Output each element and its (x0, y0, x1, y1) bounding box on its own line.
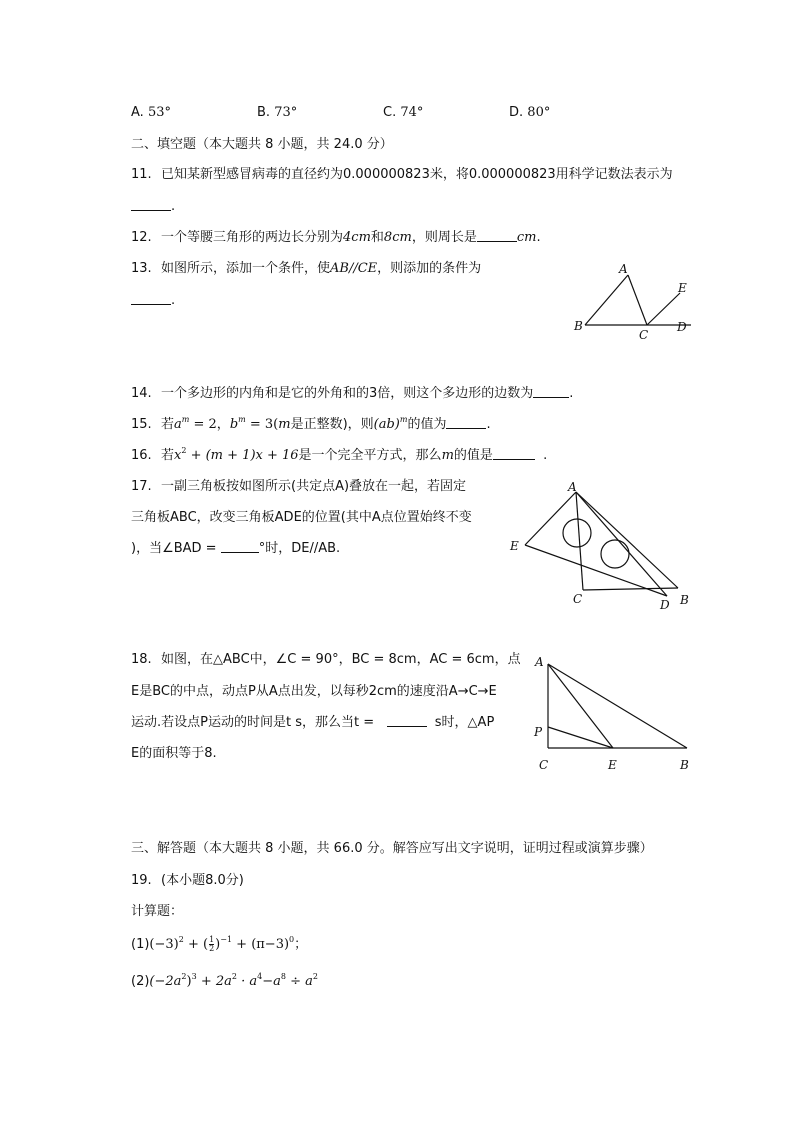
q14-blank (533, 385, 569, 398)
q11-blank (131, 198, 171, 211)
q13-answer-line: . (131, 292, 175, 310)
q18-line4: E的面积等于8. (131, 746, 217, 761)
section3-heading: 三、解答题（本大题共 8 小题，共 66.0 分。解答应写出文字说明，证明过程或演算步骤） (131, 841, 653, 856)
figure-q13 (565, 258, 705, 344)
figure-q18 (530, 652, 700, 776)
q17-line3: )，当∠BAD = °时，DE//AB. (131, 541, 341, 556)
q19-part2: $(2)(-2a^2)^3 + 2a^2 \cdot a^4-a^8 \div a^2$ (131, 972, 318, 989)
fig13-label-e: E (678, 281, 687, 295)
q13-blank (131, 292, 171, 305)
q11-answer-line: . (131, 198, 175, 216)
q17-line1: 17. 一副三角板按如图所示(共定点A)叠放在一起，若固定 (131, 479, 467, 494)
q12-text: 12. 一个等腰三角形的两边长分别为4cm和8cm，则周长是 cm. (131, 230, 541, 245)
choice-a: A. 53° (131, 105, 171, 120)
fig17-label-c: C (573, 592, 583, 606)
section2-heading: 二、填空题（本大题共 8 小题，共 24.0 分） (131, 137, 393, 152)
fig13-label-b: B (574, 319, 583, 333)
choice-b: B. 73° (257, 105, 298, 120)
q18-blank (387, 714, 427, 727)
fig18-label-b: B (680, 758, 689, 772)
q13-text: 13. 如图所示，添加一个条件，使AB//CE，则添加的条件为 (131, 261, 482, 276)
q11-text: 11. 已知某新型感冒病毒的直径约为0.000000823米，将0.000000823用科学记数法表示为 (131, 167, 673, 182)
fig17-label-b: B (680, 593, 689, 607)
q16-text: 16. 若$x^2 + (m + 1)x + 16$是一个完全平方式，那么m的值是 . (131, 446, 548, 463)
fig18-label-e: E (608, 758, 617, 772)
q19-header: 19. (本小题8.0分) (131, 873, 244, 888)
fig13-label-d: D (677, 320, 687, 334)
q12-blank (477, 229, 517, 242)
q15-text: 15. 若$a^m = 2$，$b^m = 3(m$是正整数)，则(ab)$^m$的值为 . (131, 415, 491, 432)
choice-c: C. 74° (383, 105, 424, 120)
fig17-label-d: D (660, 598, 670, 612)
fig17-label-e: E (510, 539, 519, 553)
q19-part1: $(1)(-3)^2$ + ( $\frac{1}{2}$ )$^{-1} + (\pi-3)^0$； (131, 935, 308, 953)
q14-text: 14. 一个多边形的内角和是它的外角和的3倍，则这个多边形的边数为 . (131, 386, 574, 401)
fig18-label-a: A (535, 655, 544, 669)
q19-intro: 计算题： (131, 904, 184, 919)
fig13-label-c: C (639, 328, 649, 342)
q18-line3: 运动.若设点P运动的时间是t s，那么当t = s时，△AP (131, 715, 495, 730)
fig17-label-a: A (568, 480, 577, 494)
q17-line2: 三角板ABC，改变三角板ADE的位置(其中A点位置始终不变 (131, 510, 472, 525)
q16-blank (493, 447, 535, 460)
q15-blank (446, 416, 486, 429)
figure-q17 (505, 478, 705, 614)
q18-line1: 18. 如图，在△ABC中，∠C = 90°，BC = 8cm，AC = 6cm，点 (131, 652, 521, 667)
fraction-one-half: $\frac{1}{2}$ (209, 935, 215, 953)
choice-d: D. 80° (509, 105, 551, 120)
fig18-label-p: P (534, 725, 543, 739)
q18-line2: E是BC的中点，动点P从A点出发，以每秒2cm的速度沿A→C→E (131, 684, 497, 699)
fig13-label-a: A (619, 262, 628, 276)
q17-blank (221, 540, 259, 553)
fig18-label-c: C (539, 758, 549, 772)
